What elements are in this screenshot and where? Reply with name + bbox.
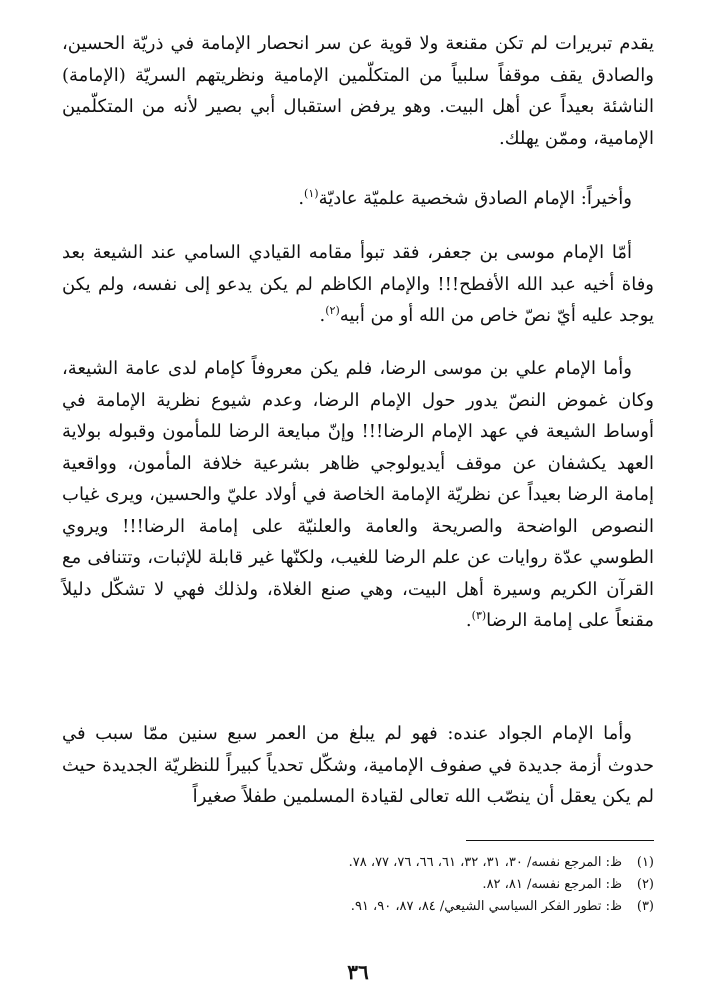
paragraph-sadiq-critique: [62, 28, 654, 154]
paragraph-text: وأما الإمام الجواد عنده: فهو لم يبلغ من العمر سبع سنين ممّا سبب في حدوث أزمة جديدة في صفوف الإمامية، وشكّل تحدياً كبيراً للنظريّة الجديدة حيث لم يكن يعقل أن ينصّب الله تعالى لقيادة المسلمين طفلاً صغيراً: [62, 723, 654, 807]
footnote-number: (٢): [636, 877, 654, 892]
footnotes-section: [62, 852, 654, 918]
paragraph-text: أمّا الإمام موسى بن جعفر، فقد تبوأ مقامه القيادي السامي عند الشيعة بعد وفاة أخيه عبد الله الأفطح!!! والإمام الكاظم لم يكن يدعو إلى نفسه، ولم يكن يوجد عليه أيّ نصّ خاص من الله أو من أبيه: [62, 242, 654, 326]
page-number: ٣٦: [347, 960, 369, 984]
paragraph-rida: [62, 353, 654, 637]
book-page: [62, 28, 654, 988]
paragraph-sadiq-conclusion: [62, 183, 654, 215]
sentence-end: .: [465, 610, 472, 631]
footnote-ref-3[interactable]: (٣): [471, 609, 487, 622]
footnote-ref-2[interactable]: (٢): [325, 304, 340, 317]
footnote-divider: [466, 840, 654, 841]
footnote-item: [62, 896, 654, 918]
sentence-end: .: [319, 305, 326, 326]
sentence-end: .: [298, 188, 305, 209]
footnote-text: ظ: المرجع نفسه/ ٨١، ٨٢.: [482, 877, 622, 892]
footnote-text: ظ: تطور الفكر السياسي الشيعي/ ٨٤، ٨٧، ٩٠، ٩١.: [350, 899, 622, 914]
footnote-text: ظ: المرجع نفسه/ ٣٠، ٣١، ٣٢، ٦١، ٦٦، ٧٦، ٧٧، ٧٨.: [348, 855, 622, 870]
footnote-item: [62, 874, 654, 896]
paragraph-text: وأما الإمام علي بن موسى الرضا، فلم يكن معروفاً كإمام لدى عامة الشيعة، وكان غموض النصّ يدور حول الإمام الرضا، وعدم شيوع نظرية الإمامة في أوساط الشيعة في عهد الإمام الرضا!!! وإنّ مبايعة الرضا للمأمون وقبوله بولاية العهد يكشفان عن موقف أيديولوجي ظاهر بشرعية خلافة المأمون، وواقعية إمامة الرضا بعيداً عن نظريّة الإمامة الخاصة في أولاد عليّ والحسين، ويرى غياب النصوص الواضحة والصريحة والعامة والعلنيّة على إمامة الرضا!!! ويروي الطوسي عدّة روايات عن علم الرضا للغيب، ولكنّها غير قابلة للإثبات، وتتنافى مع القرآن الكريم وسيرة أهل البيت، وهي صنع الغلاة، ولذلك فهي لا تشكّل دليلاً مقنعاً على إمامة الرضا: [62, 358, 654, 631]
paragraph-jawad: [62, 718, 654, 813]
footnote-number: (١): [636, 855, 654, 870]
footnote-number: (٣): [636, 899, 654, 914]
paragraph-text: يقدم تبريرات لم تكن مقنعة ولا قوية عن سر انحصار الإمامة في ذريّة الحسين، والصادق يقف موقفاً سلبياً من المتكلّمين الإمامية ونظريتهم السريّة (الإمامة) الناشئة بعيداً عن أهل البيت. وهو يرفض استقبال أبي بصير لأنه من المتكلّمين الإمامية، وممّن يهلك.: [62, 33, 654, 149]
footnote-item: [62, 852, 654, 874]
footnote-ref-1[interactable]: (١): [304, 187, 319, 200]
paragraph-kazim: [62, 237, 654, 332]
paragraph-text: وأخيراً: الإمام الصادق شخصية علميّة عاديّة: [318, 188, 632, 209]
